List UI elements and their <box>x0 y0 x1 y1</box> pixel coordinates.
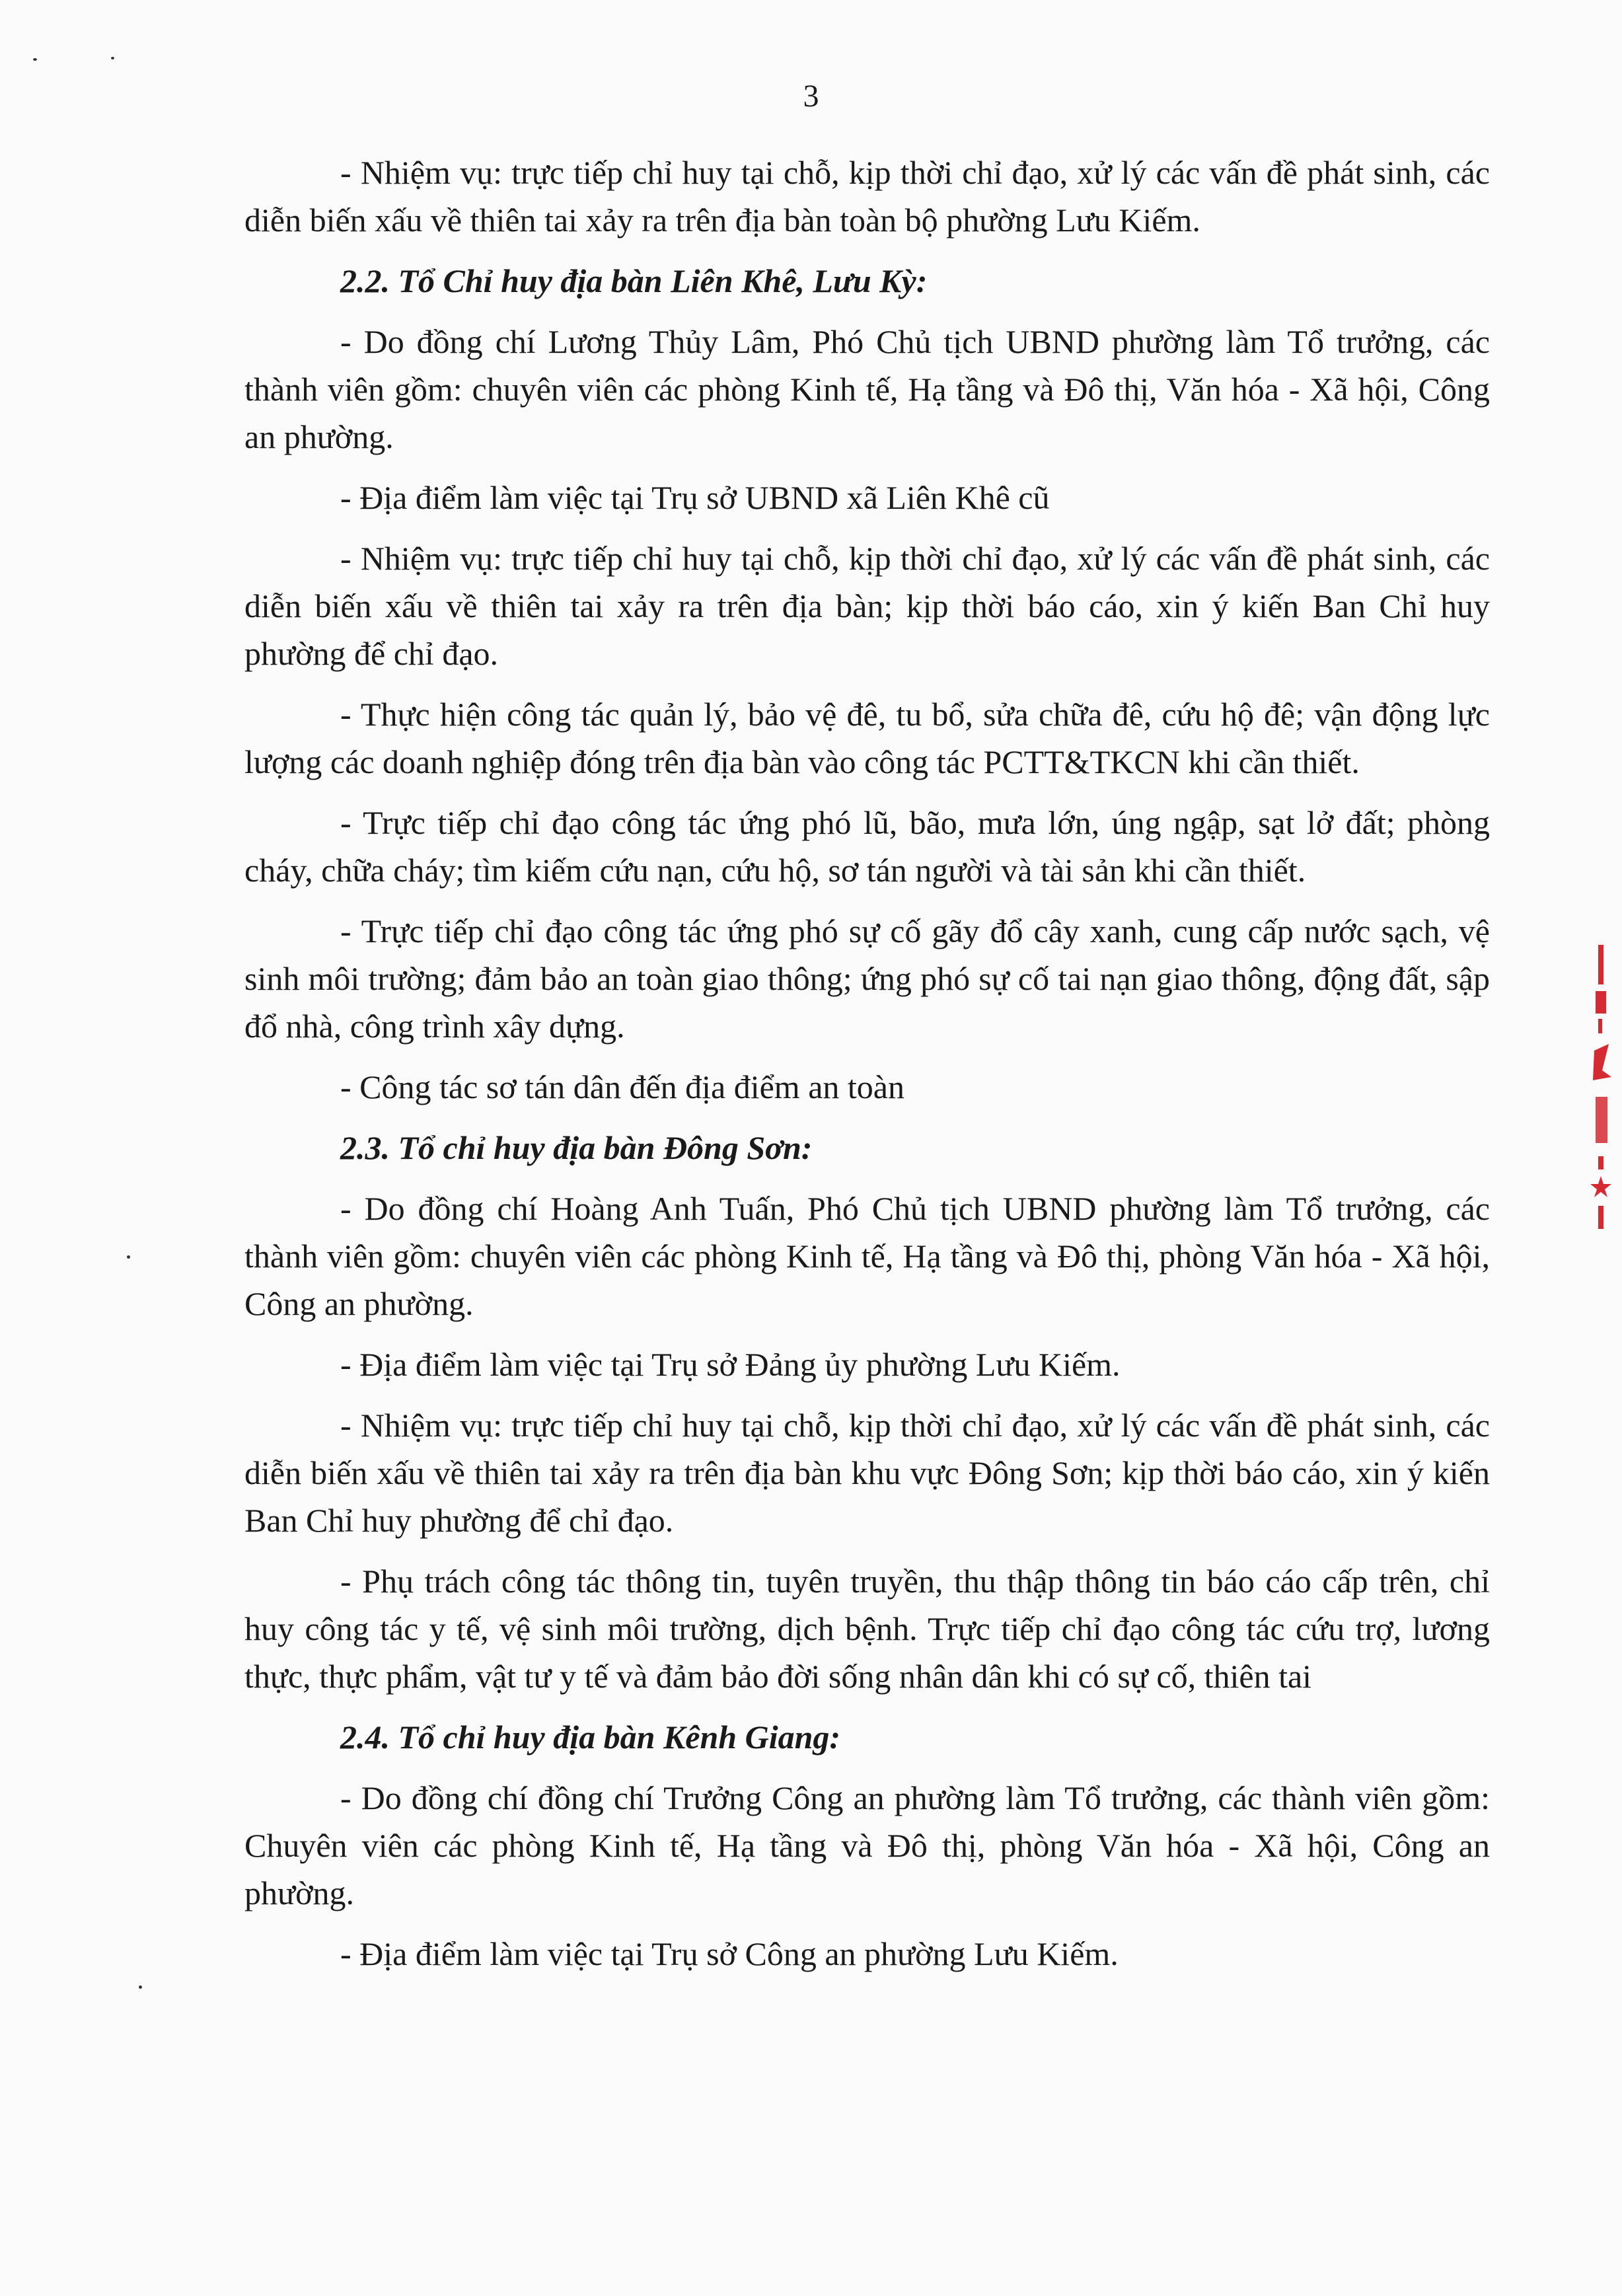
paragraph: - Trực tiếp chỉ đạo công tác ứng phó lũ, bão, mưa lớn, úng ngập, sạt lở đất; phòng cháy, chữa cháy; tìm kiếm cứu nạn, cứu hộ, sơ tán người và tài sản khi cần thiết. <box>244 804 1490 889</box>
scan-speck <box>139 1985 142 1989</box>
section-heading: 2.4. Tổ chỉ huy địa bàn Kênh Giang: <box>340 1719 841 1756</box>
paragraph: - Do đồng chí đồng chí Trưởng Công an phường làm Tổ trưởng, các thành viên gồm: Chuyên viên các phòng Kinh tế, Hạ tầng và Đô thị, phòng Văn hóa - Xã hội, Công an phường. <box>244 1779 1490 1911</box>
paragraph: - Nhiệm vụ: trực tiếp chỉ huy tại chỗ, kịp thời chỉ đạo, xử lý các vấn đề phát sinh, các diễn biến xấu về thiên tai xảy ra trên địa bàn; kịp thời báo cáo, xin ý kiến Ban Chỉ huy phường để chỉ đạo. <box>244 540 1490 672</box>
scan-speck <box>111 57 114 59</box>
paragraph: - Nhiệm vụ: trực tiếp chỉ huy tại chỗ, kịp thời chỉ đạo, xử lý các vấn đề phát sinh, các diễn biến xấu về thiên tai xảy ra trên địa bàn toàn bộ phường Lưu Kiếm. <box>244 154 1490 239</box>
paragraph: - Do đồng chí Lương Thủy Lâm, Phó Chủ tịch UBND phường làm Tổ trưởng, các thành viên gồm: chuyên viên các phòng Kinh tế, Hạ tầng và Đô thị, Văn hóa - Xã hội, Công an phường. <box>244 323 1490 455</box>
paragraph: - Nhiệm vụ: trực tiếp chỉ huy tại chỗ, kịp thời chỉ đạo, xử lý các vấn đề phát sinh, các diễn biến xấu về thiên tai xảy ra trên địa bàn khu vực Đông Sơn; kịp thời báo cáo, xin ý kiến Ban Chỉ huy phường để chỉ đạo. <box>244 1407 1490 1539</box>
seam-stamp-icon <box>1589 945 1615 1229</box>
page-number: 3 <box>803 79 819 114</box>
section-heading: 2.2. Tổ Chỉ huy địa bàn Liên Khê, Lưu Kỳ: <box>340 262 928 299</box>
scan-speck <box>33 58 37 61</box>
paragraph: - Địa điểm làm việc tại Trụ sở Đảng ủy phường Lưu Kiếm. <box>340 1346 1121 1383</box>
paragraph: - Phụ trách công tác thông tin, tuyên truyền, thu thập thông tin báo cáo cấp trên, chỉ huy công tác y tế, vệ sinh môi trường, dịch bệnh. Trực tiếp chỉ đạo công tác cứu trợ, lương thực, thực phẩm, vật tư y tế và đảm bảo đời sống nhân dân khi có sự cố, thiên tai <box>244 1563 1490 1695</box>
paragraph: - Thực hiện công tác quản lý, bảo vệ đê, tu bổ, sửa chữa đê, cứu hộ đê; vận động lực lượng các doanh nghiệp đóng trên địa bàn vào công tác PCTT&TKCN khi cần thiết. <box>244 696 1490 780</box>
paragraph: - Do đồng chí Hoàng Anh Tuấn, Phó Chủ tịch UBND phường làm Tổ trưởng, các thành viên gồm: chuyên viên các phòng Kinh tế, Hạ tầng và Đô thị, phòng Văn hóa - Xã hội, Công an phường. <box>244 1190 1490 1322</box>
paragraph: - Công tác sơ tán dân đến địa điểm an toàn <box>340 1068 904 1105</box>
section-heading: 2.3. Tổ chỉ huy địa bàn Đông Sơn: <box>340 1129 813 1166</box>
paragraph: - Địa điểm làm việc tại Trụ sở UBND xã Liên Khê cũ <box>340 479 1050 516</box>
paragraph: - Trực tiếp chỉ đạo công tác ứng phó sự cố gãy đổ cây xanh, cung cấp nước sạch, vệ sinh môi trường; đảm bảo an toàn giao thông; ứng phó sự cố tai nạn giao thông, động đất, sập đổ nhà, công trình xây dựng. <box>244 912 1490 1045</box>
document-body <box>244 149 1490 1991</box>
scan-speck <box>127 1255 130 1259</box>
paragraph: - Địa điểm làm việc tại Trụ sở Công an phường Lưu Kiếm. <box>340 1935 1119 1972</box>
